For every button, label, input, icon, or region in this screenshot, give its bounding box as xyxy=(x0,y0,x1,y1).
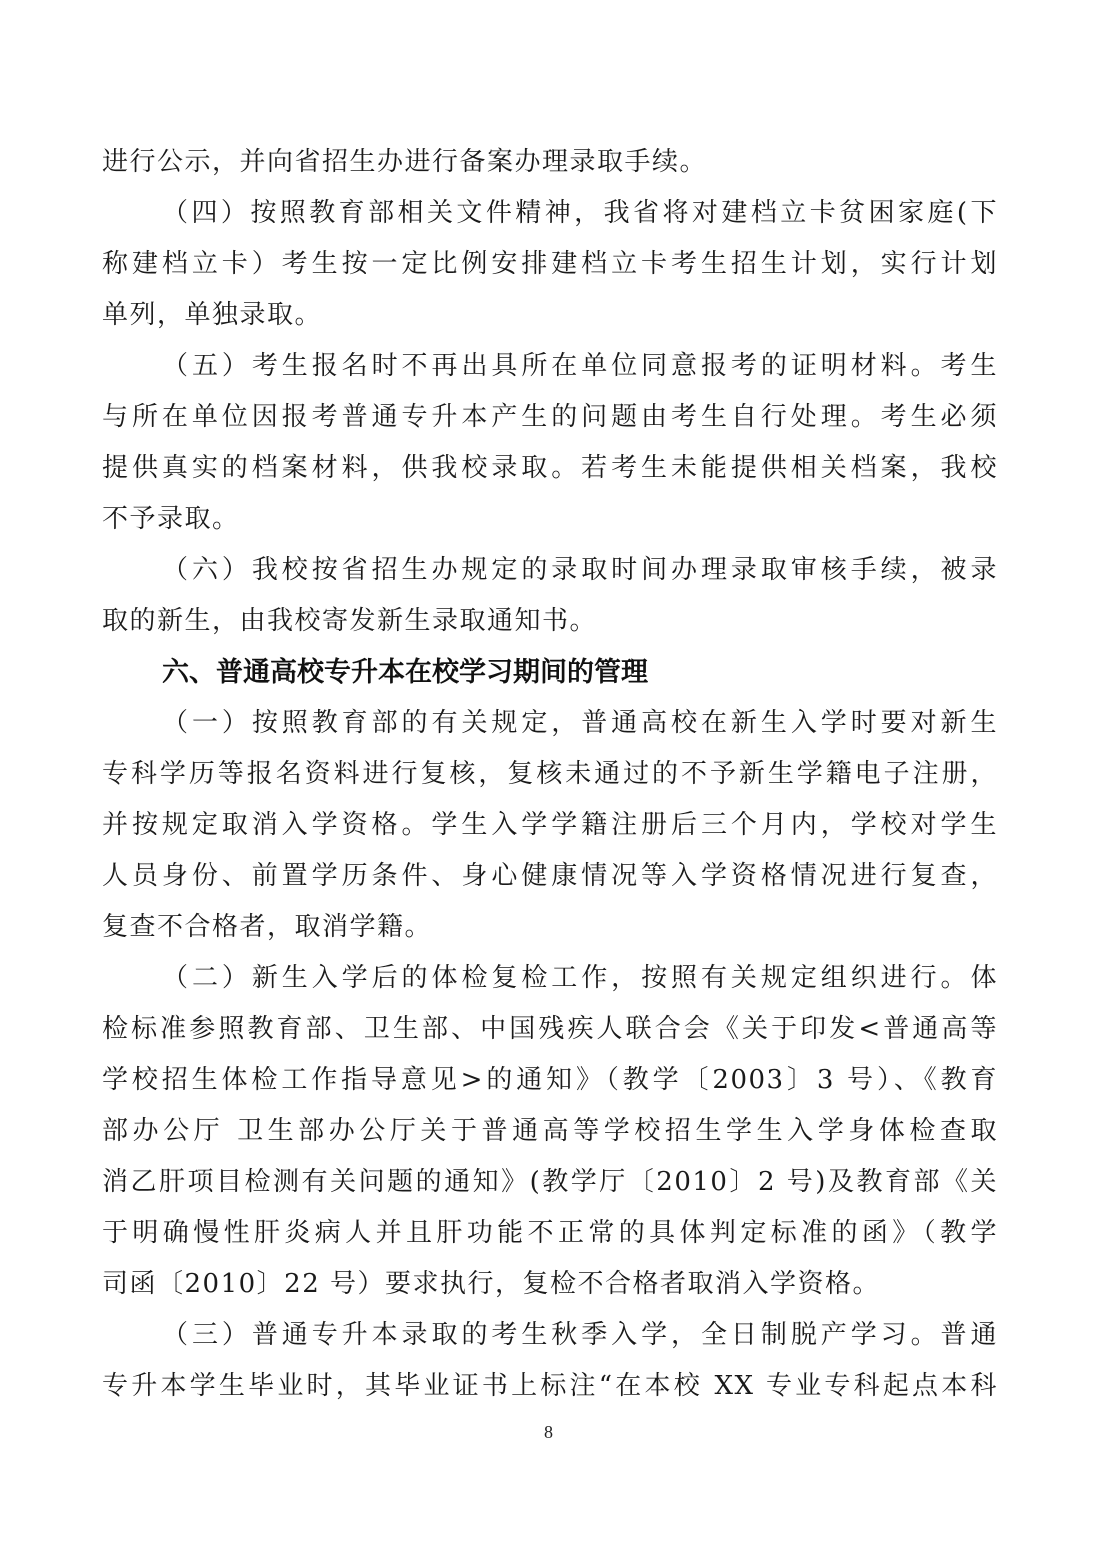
text-line: 单列，单独录取。 xyxy=(102,300,323,330)
text-line: 部办公厅 卫生部办公厅关于普通高等学校招生学生入学身体检查取 xyxy=(102,1116,998,1146)
text-line: 提供真实的档案材料，供我校录取。若考生未能提供相关档案，我校 xyxy=(102,453,998,483)
text-line: 专升本学生毕业时，其毕业证书上标注“在本校 XX 专业专科起点本科 xyxy=(102,1371,998,1401)
document-page xyxy=(102,137,998,1412)
text-line: 司函〔2010〕22 号）要求执行，复检不合格者取消入学资格。 xyxy=(102,1269,881,1299)
text-line: 消乙肝项目检测有关问题的通知》(教学厅〔2010〕2 号)及教育部《关 xyxy=(102,1167,998,1197)
text-line: 进行公示，并向省招生办进行备案办理录取手续。 xyxy=(102,147,708,177)
text-line: （四）按照教育部相关文件精神，我省将对建档立卡贫困家庭(下 xyxy=(162,198,998,228)
text-line: 不予录取。 xyxy=(102,504,240,534)
text-line: 取的新生，由我校寄发新生录取通知书。 xyxy=(102,606,598,636)
text-line: （三）普通专升本录取的考生秋季入学，全日制脱产学习。普通 xyxy=(162,1320,998,1350)
text-line: 并按规定取消入学资格。学生入学学籍注册后三个月内，学校对学生 xyxy=(102,810,998,840)
text-line: 与所在单位因报考普通专升本产生的问题由考生自行处理。考生必须 xyxy=(102,402,998,432)
text-line: （五）考生报名时不再出具所在单位同意报考的证明材料。考生 xyxy=(162,351,998,381)
section-heading: 六、普通高校专升本在校学习期间的管理 xyxy=(162,657,648,688)
text-line: （一）按照教育部的有关规定，普通高校在新生入学时要对新生 xyxy=(162,708,998,738)
text-line: 称建档立卡）考生按一定比例安排建档立卡考生招生计划，实行计划 xyxy=(102,249,998,279)
text-line: （六）我校按省招生办规定的录取时间办理录取审核手续，被录 xyxy=(162,555,998,585)
text-line: 检标准参照教育部、卫生部、中国残疾人联合会《关于印发<普通高等 xyxy=(102,1014,998,1044)
text-line: 学校招生体检工作指导意见>的通知》（教学〔2003〕3 号）、《教育 xyxy=(102,1065,998,1095)
page-number: 8 xyxy=(544,1422,553,1442)
text-line: 复查不合格者，取消学籍。 xyxy=(102,912,433,942)
text-line: 人员身份、前置学历条件、身心健康情况等入学资格情况进行复查， xyxy=(102,861,998,891)
text-line: 专科学历等报名资料进行复核，复核未通过的不予新生学籍电子注册， xyxy=(102,759,998,789)
text-line: （二）新生入学后的体检复检工作，按照有关规定组织进行。体 xyxy=(162,963,998,993)
text-line: 于明确慢性肝炎病人并且肝功能不正常的具体判定标准的函》（教学 xyxy=(102,1218,998,1248)
